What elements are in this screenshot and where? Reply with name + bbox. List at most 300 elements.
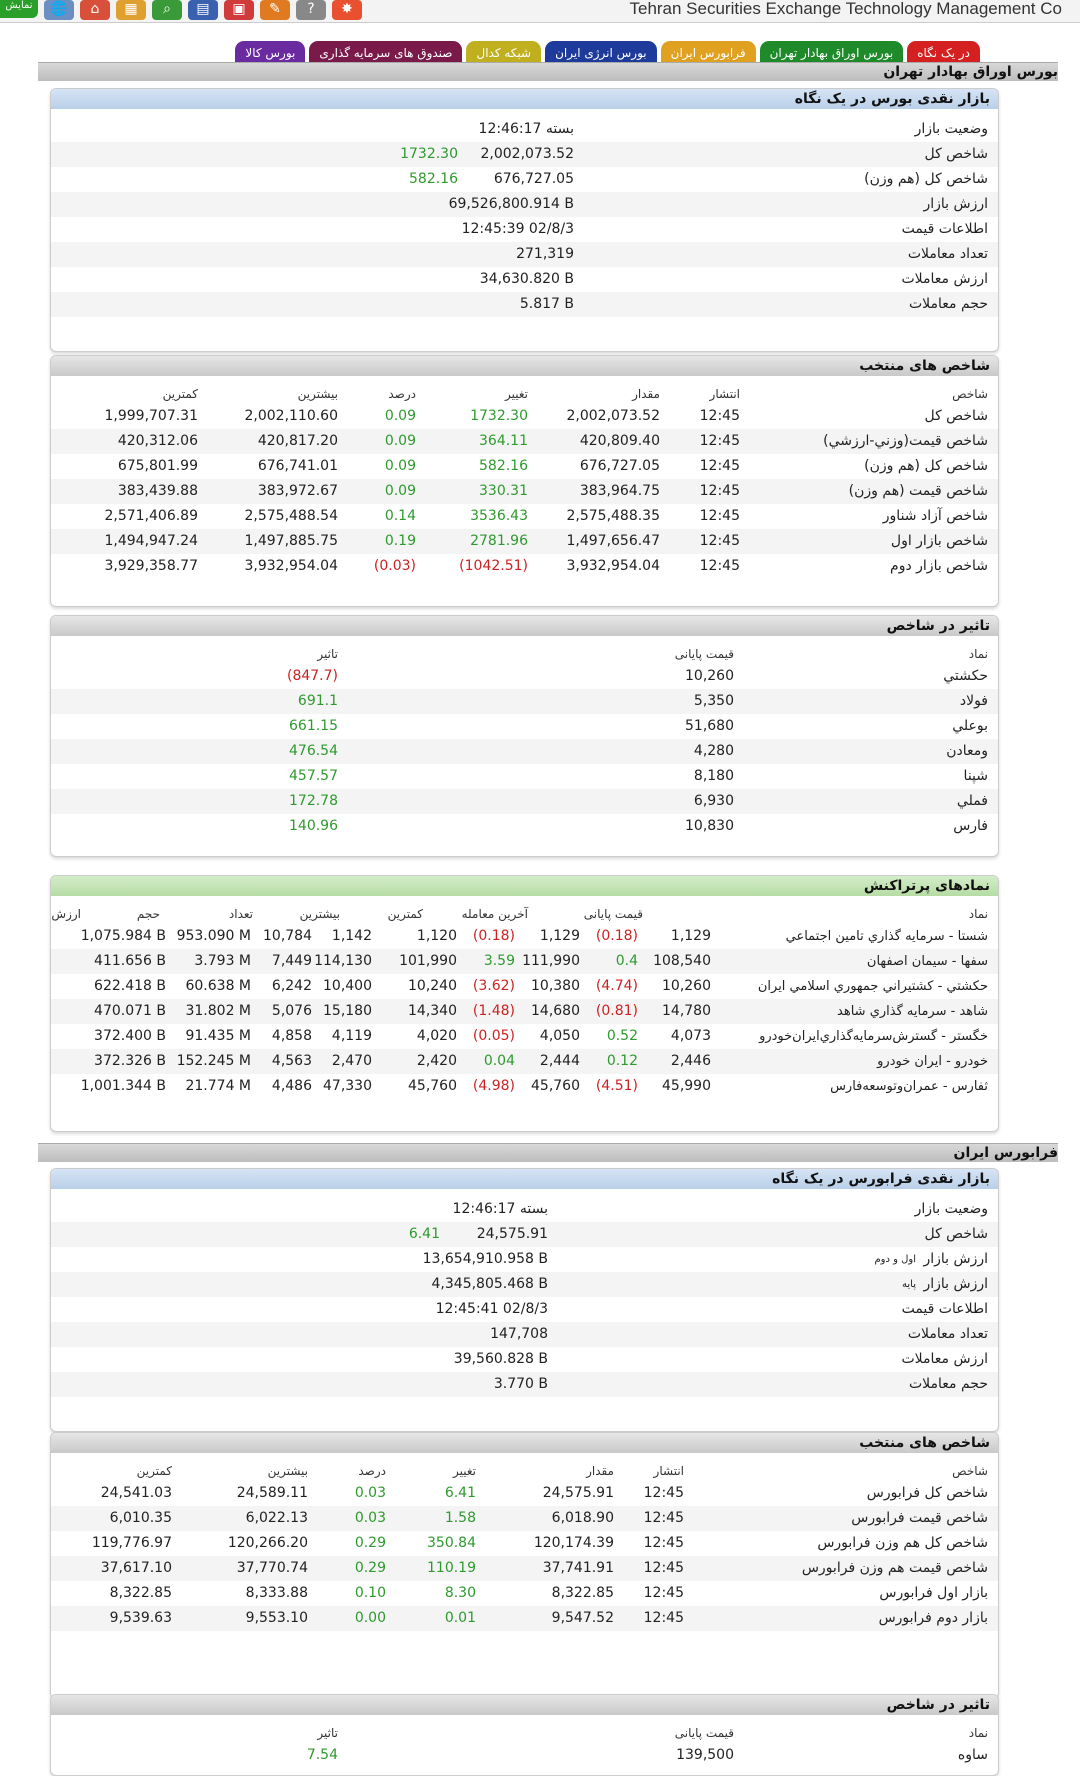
ifb-impact-panel-title: تاثیر در شاخص: [886, 1697, 990, 1713]
index-name: بازار اول فرابورس: [879, 1585, 988, 1601]
ifb-indices-panel-title: شاخص های منتخب: [859, 1435, 990, 1451]
index-time: 12:45: [699, 458, 740, 474]
impact-header-row: [51, 642, 998, 664]
overview-label-sub: پایه: [902, 1279, 916, 1290]
active-max: 10,400: [323, 978, 372, 994]
active-value: 372.400 B: [94, 1028, 166, 1044]
impact-value: 476.54: [289, 743, 338, 759]
overview-label: ارزش بازار: [923, 1276, 988, 1292]
active-close-change: 0.12: [606, 1053, 638, 1069]
impact-row[interactable]: [51, 714, 998, 739]
index-min: 2,571,406.89: [104, 508, 198, 524]
active-row[interactable]: [51, 924, 998, 949]
active-close: 10,260: [662, 978, 711, 994]
impact-symbol: فملي: [956, 793, 988, 809]
impact-price: 5,350: [693, 693, 734, 709]
active-volume: 60.638 M: [185, 978, 251, 994]
index-time: 12:45: [643, 1485, 684, 1501]
index-row[interactable]: [51, 1606, 998, 1631]
overview-row: [51, 1222, 998, 1247]
index-row[interactable]: [51, 404, 998, 429]
indices-header: مقدار: [632, 387, 660, 401]
overview-row: [51, 242, 998, 267]
indices-header: درصد: [358, 1464, 386, 1478]
impact-row[interactable]: [51, 764, 998, 789]
index-change: (1042.51): [459, 558, 528, 574]
impact-value: 140.96: [289, 818, 338, 834]
impact-header: تاثیر: [317, 1726, 338, 1740]
index-percent: (0.03): [373, 558, 416, 574]
index-row[interactable]: [51, 1481, 998, 1506]
active-row[interactable]: [51, 949, 998, 974]
index-change: 6.41: [444, 1485, 476, 1501]
active-header: آخرین معامله: [461, 907, 528, 921]
overview-value: 13,654,910.958 B: [422, 1251, 548, 1267]
overview-value: 12:45:39 02/8/3: [461, 221, 574, 237]
impact-price: 8,180: [693, 768, 734, 784]
active-min: 2,420: [416, 1053, 457, 1069]
tse-indices-panel-header: [51, 356, 998, 376]
index-row[interactable]: [51, 429, 998, 454]
index-change: 330.31: [479, 483, 528, 499]
overview-label: وضعیت بازار: [914, 1201, 988, 1217]
active-last: 111,990: [522, 953, 580, 969]
indices-header: تغییر: [505, 387, 528, 401]
active-close-change: 0.52: [606, 1028, 638, 1044]
ifb-impact-panel-body: [51, 1715, 998, 1768]
active-last: 2,444: [539, 1053, 580, 1069]
impact-value: 7.54: [306, 1747, 338, 1763]
index-time: 12:45: [699, 483, 740, 499]
index-name: شاخص كل: [924, 408, 988, 424]
index-change: 0.01: [444, 1610, 476, 1626]
indices-header: کمترین: [136, 1464, 172, 1478]
active-symbol: سفها - سيمان اصفهان: [866, 954, 988, 969]
indices-header: شاخص: [952, 1464, 988, 1478]
active-last: 14,680: [531, 1003, 580, 1019]
active-symbol: ثفارس - عمران‌وتوسعه‌فارس: [830, 1079, 988, 1094]
overview-label: حجم معاملات: [908, 296, 988, 312]
impact-row[interactable]: [51, 739, 998, 764]
ifb-impact-panel: [50, 1694, 999, 1776]
help-icon[interactable]: ?: [296, 0, 326, 20]
active-value: 1,075.984 B: [80, 928, 166, 944]
index-time: 12:45: [699, 408, 740, 424]
active-row[interactable]: [51, 1049, 998, 1074]
active-volume: 953.090 M: [176, 928, 251, 944]
overview-value: 676,727.05: [493, 171, 574, 187]
tse-indices-panel: [50, 355, 999, 607]
index-name: شاخص كل فرابورس: [866, 1485, 988, 1501]
index-percent: 0.09: [384, 458, 416, 474]
impact-price: 139,500: [676, 1747, 734, 1763]
active-header: حجم: [136, 907, 160, 921]
active-count: 7,449: [271, 953, 312, 969]
indices-header: کمترین: [162, 387, 198, 401]
impact-row[interactable]: [51, 814, 998, 839]
active-header: کمترین: [387, 907, 423, 921]
index-value: 8,322.85: [551, 1585, 614, 1601]
impact-price: 10,830: [685, 818, 734, 834]
impact-value: 691.1: [297, 693, 338, 709]
index-min: 1,494,947.24: [104, 533, 198, 549]
active-close: 1,129: [670, 928, 711, 944]
overview-value: بسته 12:46:17: [452, 1201, 548, 1217]
index-value: 420,809.40: [579, 433, 660, 449]
impact-value: (847.7): [286, 668, 338, 684]
overview-value: 271,319: [516, 246, 574, 262]
impact-row[interactable]: [51, 689, 998, 714]
index-change: 110.19: [427, 1560, 476, 1576]
index-row[interactable]: [51, 529, 998, 554]
impact-value: 457.57: [289, 768, 338, 784]
index-change: 350.84: [427, 1535, 476, 1551]
active-value: 372.326 B: [94, 1053, 166, 1069]
index-value: 120,174.39: [533, 1535, 614, 1551]
tse-active-body: [51, 896, 998, 1099]
active-header: تعداد: [228, 907, 253, 921]
tab-6[interactable]: بورس کالا: [235, 41, 305, 65]
document-icon[interactable]: ▤: [188, 0, 218, 20]
index-time: 12:45: [643, 1585, 684, 1601]
active-symbol: حكشتي - كشتيراني جمهوري اسلامي ايران: [757, 979, 988, 994]
overview-value: 147,708: [490, 1326, 548, 1342]
tab-5[interactable]: صندوق های سرمایه گذاری: [309, 41, 462, 65]
index-value: 6,018.90: [551, 1510, 614, 1526]
indices-header: شاخص: [952, 387, 988, 401]
index-name: شاخص بازار دوم: [890, 558, 988, 574]
index-max: 420,817.20: [257, 433, 338, 449]
active-volume: 21.774 M: [185, 1078, 251, 1094]
active-count: 6,242: [271, 978, 312, 994]
active-count: 4,563: [271, 1053, 312, 1069]
index-value: 383,964.75: [579, 483, 660, 499]
tab-3[interactable]: بورس انرژی ایران: [545, 41, 657, 65]
active-max: 1,142: [331, 928, 372, 944]
tab-0[interactable]: در یک نگاه: [907, 41, 980, 65]
overview-row: [51, 217, 998, 242]
overview-row: [51, 1322, 998, 1347]
tse-active-panel: [50, 875, 999, 1132]
active-min: 45,760: [408, 1078, 457, 1094]
tse-overview-panel: [50, 88, 999, 352]
overview-label: ارزش معاملات: [901, 1351, 988, 1367]
index-percent: 0.14: [384, 508, 416, 524]
index-time: 12:45: [643, 1535, 684, 1551]
active-max: 114,130: [314, 953, 372, 969]
active-min: 101,990: [399, 953, 457, 969]
active-count: 10,784: [263, 928, 312, 944]
index-row[interactable]: [51, 504, 998, 529]
overview-row: [51, 192, 998, 217]
index-change: 3536.43: [470, 508, 528, 524]
indices-header: مقدار: [586, 1464, 614, 1478]
overview-row: [51, 167, 998, 192]
active-last-change: (0.05): [472, 1028, 515, 1044]
active-row[interactable]: [51, 1024, 998, 1049]
overview-row: [51, 267, 998, 292]
tab-1[interactable]: بورس اوراق بهادار تهران: [760, 41, 904, 65]
index-min: 675,801.99: [117, 458, 198, 474]
index-max: 24,589.11: [236, 1485, 308, 1501]
index-min: 24,541.03: [100, 1485, 172, 1501]
active-min: 14,340: [408, 1003, 457, 1019]
table-icon[interactable]: ▦: [116, 0, 146, 20]
home-icon[interactable]: ⌂: [80, 0, 110, 20]
index-time: 12:45: [699, 558, 740, 574]
index-max: 3,932,954.04: [244, 558, 338, 574]
tse-indices-panel-body: [51, 376, 998, 579]
overview-label: حجم معاملات: [908, 1376, 988, 1392]
ifb-indices-body: [51, 1453, 998, 1631]
overview-row: [51, 142, 998, 167]
top-bar: [0, 0, 1080, 23]
index-change: 8.30: [444, 1585, 476, 1601]
overview-row: [51, 117, 998, 142]
chat-icon[interactable]: ✎: [260, 0, 290, 20]
index-value: 37,741.91: [542, 1560, 614, 1576]
impact-symbol: فارس: [953, 818, 988, 834]
indices-header-row: [51, 382, 998, 404]
index-value: 24,575.91: [542, 1485, 614, 1501]
index-row[interactable]: [51, 554, 998, 579]
index-value: 1,497,656.47: [566, 533, 660, 549]
active-row[interactable]: [51, 999, 998, 1024]
active-min: 1,120: [416, 928, 457, 944]
tse-section-band-title: بورس اوراق بهادار تهران: [883, 64, 1058, 80]
active-symbol: شستا - سرمايه گذاري تامين اجتماعي: [785, 929, 988, 944]
index-percent: 0.09: [384, 408, 416, 424]
index-percent: 0.09: [384, 433, 416, 449]
active-count: 4,486: [271, 1078, 312, 1094]
index-time: 12:45: [699, 533, 740, 549]
impact-price: 10,260: [685, 668, 734, 684]
active-symbol: خودرو - ايران‌ خودرو: [877, 1054, 988, 1069]
active-last: 45,760: [531, 1078, 580, 1094]
ifb-indices-panel: [50, 1432, 999, 1699]
active-min: 4,020: [416, 1028, 457, 1044]
index-value: 3,932,954.04: [566, 558, 660, 574]
index-min: 420,312.06: [117, 433, 198, 449]
index-max: 2,575,488.54: [244, 508, 338, 524]
index-min: 9,539.63: [109, 1610, 172, 1626]
globe-icon[interactable]: 🌐: [44, 0, 74, 20]
index-time: 12:45: [699, 433, 740, 449]
new-badge-icon[interactable]: ✸: [332, 0, 362, 20]
overview-label: اطلاعات قیمت: [901, 1301, 988, 1317]
overview-label: شاخص کل: [924, 146, 988, 162]
overview-row: [51, 1372, 998, 1397]
search-icon[interactable]: ⌕: [152, 0, 182, 20]
active-volume: 152.245 M: [176, 1053, 251, 1069]
impact-row[interactable]: [51, 789, 998, 814]
index-min: 6,010.35: [109, 1510, 172, 1526]
impact-header: تاثیر: [317, 647, 338, 661]
index-percent: 0.09: [384, 483, 416, 499]
active-last-change: (3.62): [472, 978, 515, 994]
active-header: ارزش: [51, 907, 81, 921]
index-max: 676,741.01: [257, 458, 338, 474]
index-value: 676,727.05: [579, 458, 660, 474]
index-percent: 0.10: [354, 1585, 386, 1601]
active-header: نماد: [968, 907, 988, 921]
overview-row: [51, 1297, 998, 1322]
index-time: 12:45: [643, 1510, 684, 1526]
active-close-change: (4.74): [595, 978, 638, 994]
active-volume: 91.435 M: [185, 1028, 251, 1044]
active-last-change: (4.98): [472, 1078, 515, 1094]
overview-value: 39,560.828 B: [453, 1351, 548, 1367]
overview-label: ارزش بازار: [923, 1251, 988, 1267]
overview-change: 1732.30: [400, 146, 458, 162]
index-max: 2,002,110.60: [244, 408, 338, 424]
index-min: 383,439.88: [117, 483, 198, 499]
index-row[interactable]: [51, 1556, 998, 1581]
active-close: 4,073: [670, 1028, 711, 1044]
impact-header: نماد: [968, 647, 988, 661]
active-value: 411.656 B: [94, 953, 166, 969]
index-max: 1,497,885.75: [244, 533, 338, 549]
index-min: 3,929,358.77: [104, 558, 198, 574]
index-row[interactable]: [51, 1506, 998, 1531]
index-row[interactable]: [51, 454, 998, 479]
active-volume: 31.802 M: [185, 1003, 251, 1019]
impact-header: قیمت پایانی: [674, 1726, 734, 1740]
ifb-impact-panel-header: [51, 1695, 998, 1715]
impact-row[interactable]: [51, 664, 998, 689]
toolbar-icons: [44, 0, 362, 22]
impact-price: 6,930: [693, 793, 734, 809]
index-row[interactable]: [51, 479, 998, 504]
overview-label-sub: اول و دوم: [874, 1254, 916, 1265]
index-max: 383,972.67: [257, 483, 338, 499]
active-symbol: شاهد - سرمايه گذاري شاهد: [837, 1004, 988, 1019]
active-max: 15,180: [323, 1003, 372, 1019]
index-percent: 0.19: [384, 533, 416, 549]
active-header: قیمت پایانی: [583, 907, 643, 921]
grid-icon[interactable]: ▣: [224, 0, 254, 20]
ifb-overview-body: [51, 1189, 998, 1397]
active-max: 4,119: [331, 1028, 372, 1044]
index-name: شاخص بازار اول: [890, 533, 988, 549]
overview-value: 69,526,800.914 B: [448, 196, 574, 212]
tse-active-panel-header: [51, 876, 998, 896]
index-time: 12:45: [643, 1560, 684, 1576]
impact-symbol: بوعلي: [952, 718, 988, 734]
indices-header: درصد: [388, 387, 416, 401]
ifb-overview-panel: [50, 1168, 999, 1432]
active-row[interactable]: [51, 1074, 998, 1099]
active-max: 47,330: [323, 1078, 372, 1094]
index-name: شاخص قيمت (هم وزن): [848, 483, 988, 499]
index-min: 8,322.85: [109, 1585, 172, 1601]
indices-header: بیشترین: [297, 387, 338, 401]
index-change: 1.58: [444, 1510, 476, 1526]
tse-impact-panel-header: [51, 616, 998, 636]
impact-value: 172.78: [289, 793, 338, 809]
active-symbol: خگستر - گسترش‌سرمايه‌گذاري‌ايران‌خودرو: [759, 1029, 988, 1044]
active-close-change: 0.4: [615, 953, 638, 969]
index-name: شاخص قيمت هم وزن فرابورس: [801, 1560, 988, 1576]
tse-impact-panel-title: تاثیر در شاخص: [886, 618, 990, 634]
overview-row: [51, 292, 998, 317]
index-value: 2,002,073.52: [566, 408, 660, 424]
impact-header-row: [51, 1721, 998, 1743]
active-last-change: (0.18): [472, 928, 515, 944]
index-min: 1,999,707.31: [104, 408, 198, 424]
indices-header: تغییر: [453, 1464, 476, 1478]
overview-label: شاخص کل: [924, 1226, 988, 1242]
index-row[interactable]: [51, 1581, 998, 1606]
index-percent: 0.03: [354, 1510, 386, 1526]
overview-value: 34,630.820 B: [479, 271, 574, 287]
impact-value: 661.15: [289, 718, 338, 734]
index-name: شاخص قيمت(وزني-ارزشي): [823, 433, 988, 449]
active-header: بیشترین: [299, 907, 340, 921]
active-close-change: (0.81): [595, 1003, 638, 1019]
index-max: 37,770.74: [236, 1560, 308, 1576]
overview-label: تعداد معاملات: [907, 246, 988, 262]
tse-overview-panel-header: [51, 89, 998, 109]
overview-label: تعداد معاملات: [907, 1326, 988, 1342]
active-max: 2,470: [331, 1053, 372, 1069]
tse-section-band: [38, 62, 1058, 81]
tse-active-panel-title: نمادهای پرتراکنش: [863, 878, 990, 894]
corner-label[interactable]: نمایش: [0, 0, 38, 18]
active-close-change: (0.18): [595, 928, 638, 944]
tab-2[interactable]: فرابورس ایران: [661, 41, 756, 65]
overview-value: 24,575.91: [476, 1226, 548, 1242]
active-last-change: 0.04: [483, 1053, 515, 1069]
index-max: 6,022.13: [245, 1510, 308, 1526]
impact-symbol: ساوه: [957, 1747, 988, 1763]
active-close-change: (4.51): [595, 1078, 638, 1094]
impact-symbol: فولاد: [959, 693, 988, 709]
active-close: 45,990: [662, 1078, 711, 1094]
overview-label: ارزش معاملات: [901, 271, 988, 287]
index-percent: 0.00: [354, 1610, 386, 1626]
active-min: 10,240: [408, 978, 457, 994]
impact-row[interactable]: [51, 1743, 998, 1768]
index-percent: 0.29: [354, 1560, 386, 1576]
active-last: 4,050: [539, 1028, 580, 1044]
ifb-section-band-title: فرابورس ایران: [953, 1145, 1058, 1161]
tab-4[interactable]: شبکه کدال: [466, 41, 541, 65]
overview-value: 12:45:41 02/8/3: [435, 1301, 548, 1317]
indices-header: انتشار: [653, 1464, 684, 1478]
active-count: 4,858: [271, 1028, 312, 1044]
index-change: 2781.96: [470, 533, 528, 549]
active-value: 1,001.344 B: [80, 1078, 166, 1094]
overview-row: [51, 1272, 998, 1297]
index-value: 9,547.52: [551, 1610, 614, 1626]
active-last-change: 3.59: [483, 953, 515, 969]
index-change: 1732.30: [470, 408, 528, 424]
impact-symbol: شپنا: [963, 768, 988, 784]
indices-header: بیشترین: [267, 1464, 308, 1478]
index-name: شاخص آزاد شناور: [882, 508, 988, 524]
indices-header: انتشار: [709, 387, 740, 401]
index-row[interactable]: [51, 1531, 998, 1556]
impact-header: نماد: [968, 1726, 988, 1740]
active-close: 2,446: [670, 1053, 711, 1069]
ifb-overview-panel-title: بازار نقدی فرابورس در یک نگاه: [772, 1171, 990, 1187]
active-row[interactable]: [51, 974, 998, 999]
overview-row: [51, 1247, 998, 1272]
brand-title: Tehran Securities Exchange Technology Management Co: [629, 0, 1062, 18]
ifb-section-band: [38, 1143, 1058, 1162]
index-name: شاخص قيمت فرابورس: [851, 1510, 988, 1526]
